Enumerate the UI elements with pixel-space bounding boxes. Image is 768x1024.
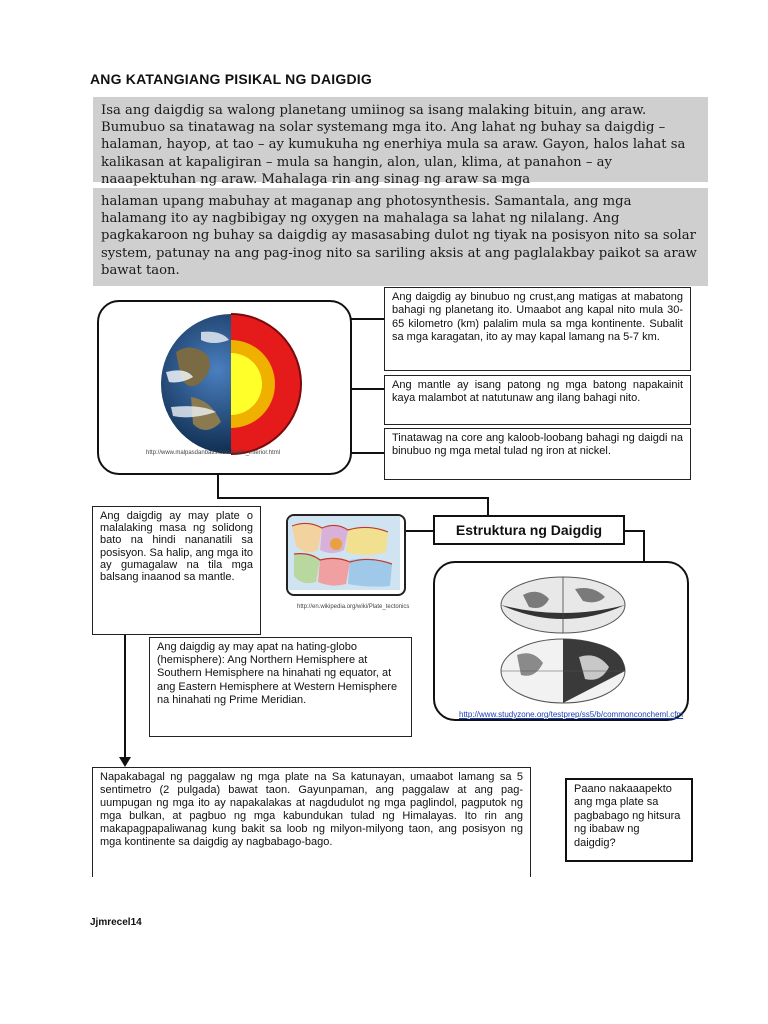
hemisphere-description-box: [149, 637, 412, 737]
connector-line: [217, 473, 219, 499]
crust-description-box: [384, 287, 691, 371]
page-title: ANG KATANGIANG PISIKAL NG DAIGDIG: [90, 71, 372, 87]
connector-line: [487, 497, 489, 515]
intro-paragraph-2: halaman upang mabuhay at maganap ang photosynthesis. Samantala, ang mga halamang ito ay nagbibigay ng oxygen na mahalaga sa lahat ng nilalang. Ang pagkakaroon ng buhay sa daigdig ay masasabing dulot ng tiyak na posisyon nito sa solar system, patunay na ang pag-inog nito sa sariling aksis at ang paglalakbay paikot sa araw bawat taon.: [93, 188, 708, 286]
crust-description-text: Ang daigdig ay binubuo ng crust,ang matigas at mabatong bahagi ng planetang ito. Umaabot ang kapal nito mula 30-65 kilometro (km) palalim mula sa mga kontinente. Subalit sa mga karagatan, ito ay may kapal lamang na 5-7 km.: [392, 291, 683, 344]
arrow-down-icon: [119, 757, 131, 767]
globe-frame: [433, 561, 689, 721]
plate-map-caption: http://en.wikipedia.org/wiki/Plate_tectonics: [297, 604, 410, 610]
connector-line: [643, 530, 645, 562]
connector-line: [217, 497, 489, 499]
mantle-description-box: [384, 375, 691, 425]
core-description-text: Tinatawag na core ang kaloob-loobang bahagi ng daigdi na binubuo ng mga metal tulad ng iron at nickel.: [392, 432, 683, 458]
plate-description-box: [92, 506, 261, 635]
earth-image-caption: http://www.malpasdanbatis.com/earth_interior.html: [146, 450, 281, 456]
mantle-description-text: Ang mantle ay isang patong ng mga batong napakainit kaya malambot at natutunaw ang ilang bahagi nito.: [392, 379, 683, 405]
plate-description-text: Ang daigdig ay may plate o malalaking masa ng solidong bato na hindi nananatili sa posisyon. Sa halip, ang mga ito ay gumagalaw na tila mga balsang inaanod sa mantle.: [100, 510, 253, 584]
plate-movement-text: Napakabagal ng paggalaw ng mga plate na Sa katunayan, umaabot lamang sa 5 sentimetro (2 pulgada) bawat taon. Gayunpaman, ang paggalaw at ang pag-uumpugan ng mga ito ay napakalakas at nagdudulot ng mga paglindol, pagputok ng mga bulkan, at pagbuo ng mga kabundukan tulad ng Himalayas. Ito rin ang makapagpapaliwanag kung bakit sa loob ng milyon-milyong taon, ang posisyon ng mga kontinente sa daigdig ay nagbabago-bago.: [100, 771, 523, 848]
plate-map-frame: [286, 514, 406, 596]
earth-interior-frame: [97, 300, 352, 475]
hemisphere-description-text: Ang daigdig ay may apat na hating-globo (hemisphere): Ang Northern Hemisphere at Southern Hemisphere na hinahati ng equator, at ang Eastern Hemisphere at Western Hemisphere na hinahati ng Prime Meridian.: [157, 641, 398, 706]
connector-line: [625, 530, 645, 532]
connector-line: [124, 634, 126, 760]
tectonic-plate-map-icon: [288, 516, 400, 590]
earth-cross-section-icon: [131, 312, 331, 462]
structure-label-box: [433, 515, 625, 545]
author-footer: Jjmrecel14: [90, 917, 142, 928]
globe-source-link[interactable]: http://www.studyzone.org/testprep/ss5/b/commonconcheml.cfm: [459, 710, 684, 719]
question-box: [565, 778, 693, 862]
structure-label: Estruktura ng Daigdig: [455, 522, 603, 538]
core-description-box: [384, 428, 691, 480]
globe-hemispheres-icon: [493, 571, 633, 711]
plate-movement-box: [92, 767, 531, 877]
question-text: Paano nakaaapekto ang mga plate sa pagbabago ng hitsura ng ibabaw ng daigdig?: [574, 783, 681, 849]
intro-paragraph-1: Isa ang daigdig sa walong planetang umiinog sa isang malaking bituin, ang araw. Bumubuo sa tinatawag na solar systemang mga ito. Ang lahat ng buhay sa daigdig – halaman, hayop, at tao – ay kumukuha ng enerhiya mula sa araw. Gayon, halos lahat sa kalikasan at kapaligiran – mula sa hangin, alon, ulan, klima, at panahon – ay naaapektuhan ng araw. Mahalaga rin ang sinag ng araw sa mga: [93, 97, 708, 182]
